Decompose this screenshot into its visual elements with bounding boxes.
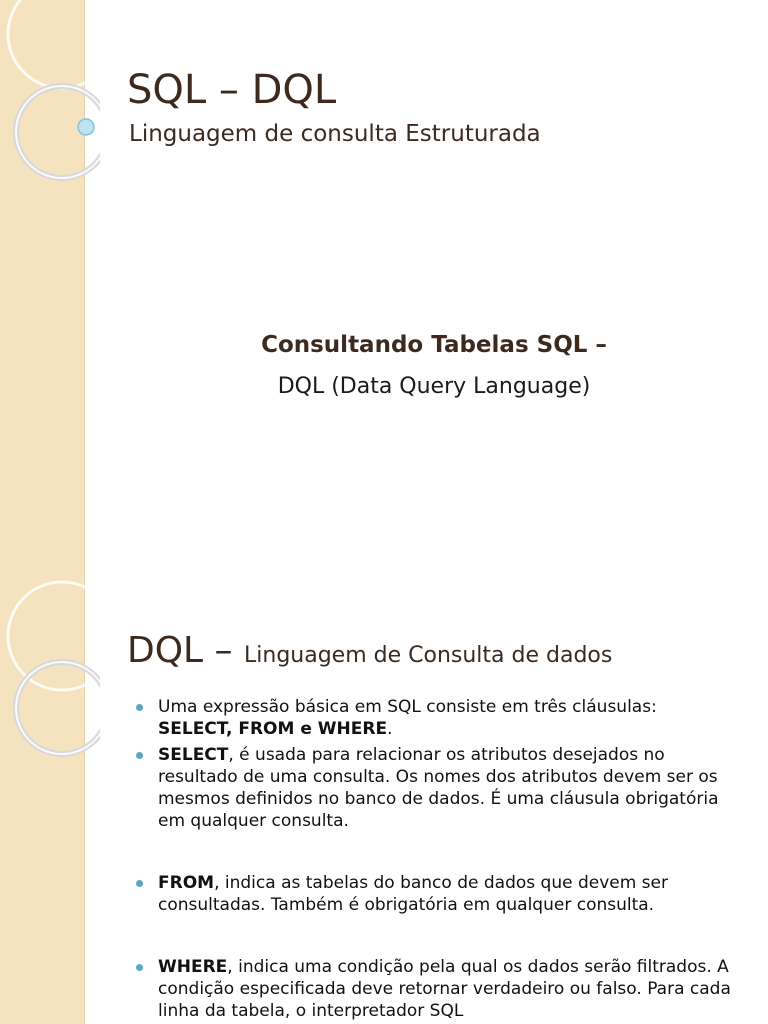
bullet-dot-icon: [136, 964, 143, 971]
bubble-icon: [78, 119, 94, 135]
section-subheading: DQL (Data Query Language): [277, 374, 591, 399]
bullet-dot-icon: [136, 752, 143, 759]
section-heading: Consultando Tabelas SQL –: [261, 332, 607, 358]
title-small: Linguagem de Consulta de dados: [244, 643, 613, 668]
bullet-keyword: WHERE: [158, 957, 228, 977]
bullet-keyword: SELECT: [158, 745, 229, 765]
bullet-item: [136, 872, 746, 916]
title-main: DQL –: [127, 630, 233, 671]
bullet-dot-icon: [136, 880, 143, 887]
decorative-circles: [0, 0, 100, 576]
slide-title: [127, 631, 612, 676]
slide-subtitle: Linguagem de consulta Estruturada: [129, 121, 541, 147]
bullet-text: Uma expressão básica em SQL consiste em três cláusulas:: [158, 697, 657, 717]
bullet-text: , é usada para relacionar os atributos desejados no resultado de uma consulta. Os nomes dos atributos devem ser os mesmos definidos no banco de dados. É uma cláusula obrigatória em qualquer consulta.: [158, 745, 719, 831]
bullet-list: [136, 696, 746, 1024]
slide-title: SQL – DQL: [127, 67, 337, 113]
bullet-item: [136, 956, 746, 1022]
bullet-dot-icon: [136, 704, 143, 711]
bullet-suffix: .: [387, 719, 393, 739]
decorative-side-band: [0, 0, 85, 576]
bullet-keyword: FROM: [158, 873, 215, 893]
bullet-text: , indica uma condição pela qual os dados serão filtrados. A condição especificada deve retornar verdadeiro ou falso. Para cada linha da tabela, o interpretador SQL: [158, 957, 731, 1021]
bullet-item: [136, 696, 746, 740]
bullet-keywords: SELECT, FROM e WHERE: [158, 719, 388, 739]
bullet-text: , indica as tabelas do banco de dados que devem ser consultadas. Também é obrigatória em qualquer consulta.: [158, 873, 668, 915]
decorative-circles: [0, 576, 100, 1024]
decorative-side-band: [0, 576, 85, 1024]
slide-2: [0, 576, 768, 1024]
bullet-item: [136, 744, 746, 832]
